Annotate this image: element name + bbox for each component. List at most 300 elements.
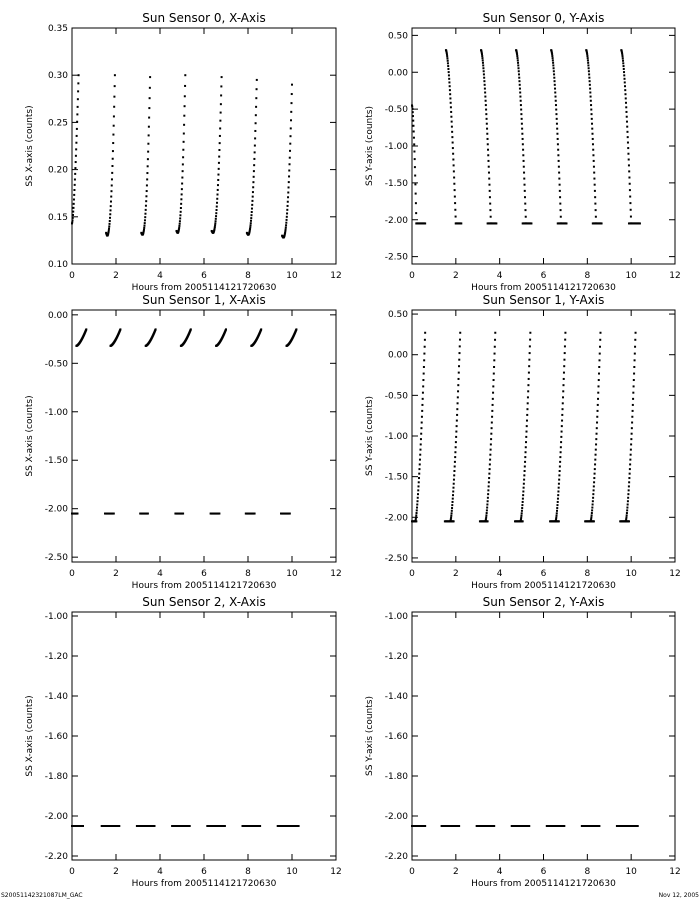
data-point <box>527 384 529 386</box>
data-point <box>596 433 598 435</box>
data-point <box>632 410 634 412</box>
data-point <box>250 224 252 226</box>
data-point <box>72 214 74 216</box>
data-point <box>628 477 630 479</box>
data-point <box>627 493 629 495</box>
chart-panel-0 <box>25 11 342 293</box>
data-point <box>630 216 632 218</box>
data-point <box>455 446 457 448</box>
data-point <box>146 184 148 186</box>
data-point <box>181 193 183 195</box>
data-point <box>451 507 453 509</box>
x-axis-label: Hours from 2005114121720630 <box>471 283 616 293</box>
data-point <box>631 433 633 435</box>
data-point <box>631 427 633 429</box>
data-point <box>118 825 120 827</box>
data-point <box>413 143 415 145</box>
data-point <box>413 151 415 153</box>
data-point <box>288 181 290 183</box>
data-point <box>523 487 525 489</box>
x-tick-label: 0 <box>409 271 415 281</box>
data-point <box>593 178 595 180</box>
data-point <box>286 212 288 214</box>
data-point <box>484 96 486 98</box>
data-point <box>260 328 262 330</box>
data-point <box>452 487 454 489</box>
y-tick-label: 0.00 <box>47 310 68 321</box>
data-point <box>217 189 219 191</box>
data-point <box>494 346 496 348</box>
y-axis-label: SS X-axis (counts) <box>25 695 35 777</box>
data-point <box>254 513 256 515</box>
data-point <box>588 73 590 75</box>
data-point <box>422 385 424 387</box>
data-point <box>414 158 416 160</box>
data-point <box>597 398 599 400</box>
data-point <box>590 104 592 106</box>
data-point <box>484 88 486 90</box>
data-point <box>290 135 292 137</box>
data-point <box>627 147 629 149</box>
data-point <box>553 67 555 69</box>
data-point <box>423 366 425 368</box>
data-point <box>179 214 181 216</box>
data-point <box>418 481 420 483</box>
data-point <box>561 431 563 433</box>
data-point <box>594 459 596 461</box>
data-point <box>415 193 417 195</box>
x-axis-label: Hours from 2005114121720630 <box>131 879 277 889</box>
data-point <box>556 507 558 509</box>
x-tick-label: 6 <box>201 271 207 281</box>
data-point <box>599 359 601 361</box>
data-point <box>522 149 524 151</box>
x-tick-label: 4 <box>157 569 163 579</box>
x-tick-label: 10 <box>286 867 298 877</box>
data-point <box>181 183 183 185</box>
data-point <box>459 339 461 341</box>
data-point <box>492 392 494 394</box>
chart-title: Sun Sensor 2, X-Axis <box>142 595 266 609</box>
data-point <box>590 109 592 111</box>
data-point <box>558 172 560 174</box>
data-point <box>490 443 492 445</box>
x-tick-label: 2 <box>113 569 119 579</box>
data-point <box>451 510 453 512</box>
data-point <box>528 365 530 367</box>
data-point <box>587 57 589 59</box>
x-tick-label: 4 <box>496 867 503 877</box>
data-point <box>601 222 603 224</box>
data-point <box>449 97 451 99</box>
data-point <box>621 53 623 55</box>
data-point <box>516 53 518 55</box>
data-point <box>417 500 419 502</box>
data-point <box>593 489 595 491</box>
data-point <box>593 172 595 174</box>
data-point <box>252 186 254 188</box>
data-point <box>485 516 487 518</box>
x-tick-label: 12 <box>330 569 342 579</box>
data-point <box>523 474 525 476</box>
data-point <box>587 62 589 64</box>
data-point <box>111 172 113 174</box>
data-point <box>623 68 625 70</box>
y-axis-label: SS Y-axis (counts) <box>365 106 375 186</box>
data-point <box>633 366 635 368</box>
data-point <box>561 425 563 427</box>
data-point <box>628 170 630 172</box>
data-point <box>291 84 293 86</box>
data-point <box>109 213 111 215</box>
data-point <box>451 136 453 138</box>
data-point <box>524 470 526 472</box>
x-tick-label: 2 <box>452 867 459 877</box>
data-point <box>447 62 449 64</box>
data-point <box>76 128 78 130</box>
data-point <box>491 416 493 418</box>
data-point <box>521 123 523 125</box>
data-point <box>562 390 564 392</box>
data-point <box>421 410 423 412</box>
data-point <box>593 477 595 479</box>
data-point <box>449 85 451 87</box>
data-point <box>287 205 289 207</box>
data-point <box>594 463 596 465</box>
data-point <box>558 474 560 476</box>
data-point <box>450 102 452 104</box>
data-point <box>446 53 448 55</box>
x-tick-label: 2 <box>113 271 119 281</box>
data-point <box>592 143 594 145</box>
data-point <box>556 515 558 517</box>
data-point <box>179 217 181 219</box>
data-point <box>591 509 593 511</box>
data-point <box>486 512 488 514</box>
data-point <box>216 206 218 208</box>
x-tick-label: 10 <box>625 867 637 877</box>
data-point <box>629 468 631 470</box>
data-point <box>483 80 485 82</box>
data-point <box>552 64 554 66</box>
data-point <box>626 116 628 118</box>
data-point <box>216 209 218 211</box>
data-point <box>622 60 624 62</box>
data-point <box>485 113 487 115</box>
y-tick-label: 0.50 <box>387 31 408 42</box>
data-point <box>489 203 491 205</box>
data-point <box>109 217 111 219</box>
data-point <box>144 213 146 215</box>
data-point <box>494 353 496 355</box>
data-point <box>589 88 591 90</box>
data-point <box>528 372 530 374</box>
data-point <box>483 77 485 79</box>
data-point <box>528 825 530 827</box>
data-point <box>524 184 526 186</box>
data-point <box>517 62 519 64</box>
data-point <box>287 192 289 194</box>
data-point <box>180 207 182 209</box>
data-point <box>289 150 291 152</box>
data-point <box>520 109 522 111</box>
data-point <box>458 372 460 374</box>
y-tick-label: -1.60 <box>44 732 68 742</box>
data-point <box>488 477 490 479</box>
data-point <box>627 503 629 505</box>
data-point <box>422 398 424 400</box>
y-tick-label: -1.80 <box>384 772 408 782</box>
data-point <box>109 220 111 222</box>
data-point <box>75 155 77 157</box>
data-point <box>217 179 219 181</box>
data-point <box>625 518 627 520</box>
x-tick-label: 12 <box>669 569 681 579</box>
data-point <box>490 438 492 440</box>
data-point <box>190 328 192 330</box>
x-tick-label: 2 <box>452 271 459 281</box>
data-point <box>587 64 589 66</box>
data-point <box>419 449 421 451</box>
data-point <box>520 104 522 106</box>
data-points <box>71 825 300 827</box>
data-point <box>114 74 116 76</box>
data-point <box>414 166 416 168</box>
data-point <box>526 414 528 416</box>
plot-frame <box>412 28 675 264</box>
chart-title: Sun Sensor 1, X-Axis <box>142 293 266 307</box>
data-point <box>487 160 489 162</box>
data-point <box>451 131 453 133</box>
data-point <box>448 81 450 83</box>
data-point <box>424 222 426 224</box>
data-point <box>77 90 79 92</box>
data-point <box>74 178 76 180</box>
data-point <box>521 512 523 514</box>
data-point <box>424 346 426 348</box>
data-point <box>626 509 628 511</box>
data-point <box>217 174 219 176</box>
data-point <box>626 512 628 514</box>
data-point <box>624 81 626 83</box>
y-tick-label: 0.00 <box>387 350 408 361</box>
data-point <box>254 145 256 147</box>
data-point <box>452 501 454 503</box>
x-tick-label: 8 <box>245 271 251 281</box>
data-point <box>487 493 489 495</box>
data-point <box>598 373 600 375</box>
data-point <box>631 416 633 418</box>
data-point <box>255 106 257 108</box>
data-point <box>256 79 258 81</box>
data-point <box>589 80 591 82</box>
data-point <box>77 82 79 84</box>
data-point <box>417 489 419 491</box>
data-point <box>417 485 419 487</box>
data-point <box>254 130 256 132</box>
data-point <box>416 503 418 505</box>
y-tick-label: -1.00 <box>384 612 408 622</box>
data-point <box>494 339 496 341</box>
data-point <box>287 196 289 198</box>
data-point <box>527 402 529 404</box>
x-tick-label: 10 <box>286 271 298 281</box>
data-point <box>251 208 253 210</box>
data-point <box>424 332 426 334</box>
data-point <box>491 410 493 412</box>
data-point <box>590 96 592 98</box>
chart-title: Sun Sensor 0, X-Axis <box>142 11 266 25</box>
data-point <box>458 359 460 361</box>
data-point <box>113 125 115 127</box>
data-point <box>628 177 630 179</box>
data-point <box>453 170 455 172</box>
data-point <box>451 512 453 514</box>
data-point <box>113 106 115 108</box>
data-point <box>522 154 524 156</box>
data-point <box>148 107 150 109</box>
data-point <box>518 70 520 72</box>
data-point <box>486 118 488 120</box>
data-point <box>252 191 254 193</box>
data-point <box>412 120 414 122</box>
data-point <box>556 128 558 130</box>
data-point <box>623 71 625 73</box>
footer-file-label: S20051142321087LM_GAC <box>1 892 83 899</box>
data-point <box>553 73 555 75</box>
data-point <box>73 199 75 201</box>
data-point <box>181 177 183 179</box>
data-point <box>452 498 454 500</box>
data-point <box>77 98 79 100</box>
data-points <box>411 332 637 523</box>
data-point <box>524 209 526 211</box>
data-point <box>522 498 524 500</box>
data-points <box>411 825 639 827</box>
data-point <box>562 402 564 404</box>
x-tick-label: 10 <box>625 569 637 579</box>
data-point <box>453 520 455 522</box>
data-point <box>113 96 115 98</box>
data-point <box>110 196 112 198</box>
x-tick-label: 6 <box>201 569 207 579</box>
data-point <box>628 520 630 522</box>
data-point <box>286 209 288 211</box>
y-tick-label: -2.50 <box>384 553 408 564</box>
data-point <box>454 451 456 453</box>
data-point <box>253 164 255 166</box>
y-tick-label: 0.00 <box>387 68 408 79</box>
data-point <box>418 473 420 475</box>
x-tick-label: 8 <box>245 867 251 877</box>
data-point <box>219 142 221 144</box>
data-point <box>419 459 421 461</box>
data-point <box>453 164 455 166</box>
data-point <box>593 520 595 522</box>
data-point <box>108 229 110 231</box>
data-point <box>625 93 627 95</box>
data-point <box>111 165 113 167</box>
data-point <box>76 135 78 137</box>
data-point <box>255 122 257 124</box>
data-point <box>455 441 457 443</box>
y-tick-label: -1.50 <box>44 456 68 467</box>
data-points <box>411 49 641 224</box>
data-point <box>289 157 291 159</box>
data-point <box>288 170 290 172</box>
data-point <box>218 149 220 151</box>
data-point <box>551 53 553 55</box>
data-point <box>634 339 636 341</box>
data-point <box>557 501 559 503</box>
y-tick-label: -0.50 <box>384 105 408 116</box>
y-tick-label: -2.50 <box>44 553 68 564</box>
data-point <box>628 481 630 483</box>
data-point <box>147 513 149 515</box>
data-point <box>489 209 491 211</box>
data-point <box>521 507 523 509</box>
data-point <box>591 128 593 130</box>
data-point <box>485 100 487 102</box>
data-point <box>183 133 185 135</box>
data-point <box>625 97 627 99</box>
data-point <box>633 385 635 387</box>
data-point <box>85 328 87 330</box>
data-point <box>627 136 629 138</box>
data-point <box>623 65 625 67</box>
data-point <box>589 84 591 86</box>
data-point <box>591 133 593 135</box>
data-point <box>251 211 253 213</box>
y-tick-label: -1.50 <box>384 472 408 483</box>
data-point <box>593 481 595 483</box>
data-point <box>71 221 73 223</box>
data-point <box>75 142 77 144</box>
data-point <box>485 514 487 516</box>
data-point <box>180 203 182 205</box>
data-point <box>628 164 630 166</box>
data-point <box>589 92 591 94</box>
data-point <box>595 438 597 440</box>
data-point <box>216 198 218 200</box>
data-point <box>423 353 425 355</box>
data-point <box>255 114 257 116</box>
x-tick-label: 10 <box>286 569 298 579</box>
data-point <box>456 414 458 416</box>
x-tick-label: 10 <box>625 271 637 281</box>
data-point <box>564 332 566 334</box>
data-point <box>112 150 114 152</box>
data-point <box>485 109 487 111</box>
data-point <box>452 147 454 149</box>
data-point <box>180 198 182 200</box>
plot-frame <box>412 310 675 562</box>
data-point <box>599 353 601 355</box>
data-point <box>591 118 593 120</box>
data-point <box>524 461 526 463</box>
data-point <box>181 188 183 190</box>
data-point <box>622 62 624 64</box>
data-point <box>524 196 526 198</box>
data-point <box>148 117 150 119</box>
data-point <box>558 520 560 522</box>
data-point <box>483 73 485 75</box>
y-tick-label: -1.00 <box>44 407 68 418</box>
data-point <box>412 125 414 127</box>
data-point <box>252 181 254 183</box>
data-point <box>215 212 217 214</box>
data-point <box>594 473 596 475</box>
